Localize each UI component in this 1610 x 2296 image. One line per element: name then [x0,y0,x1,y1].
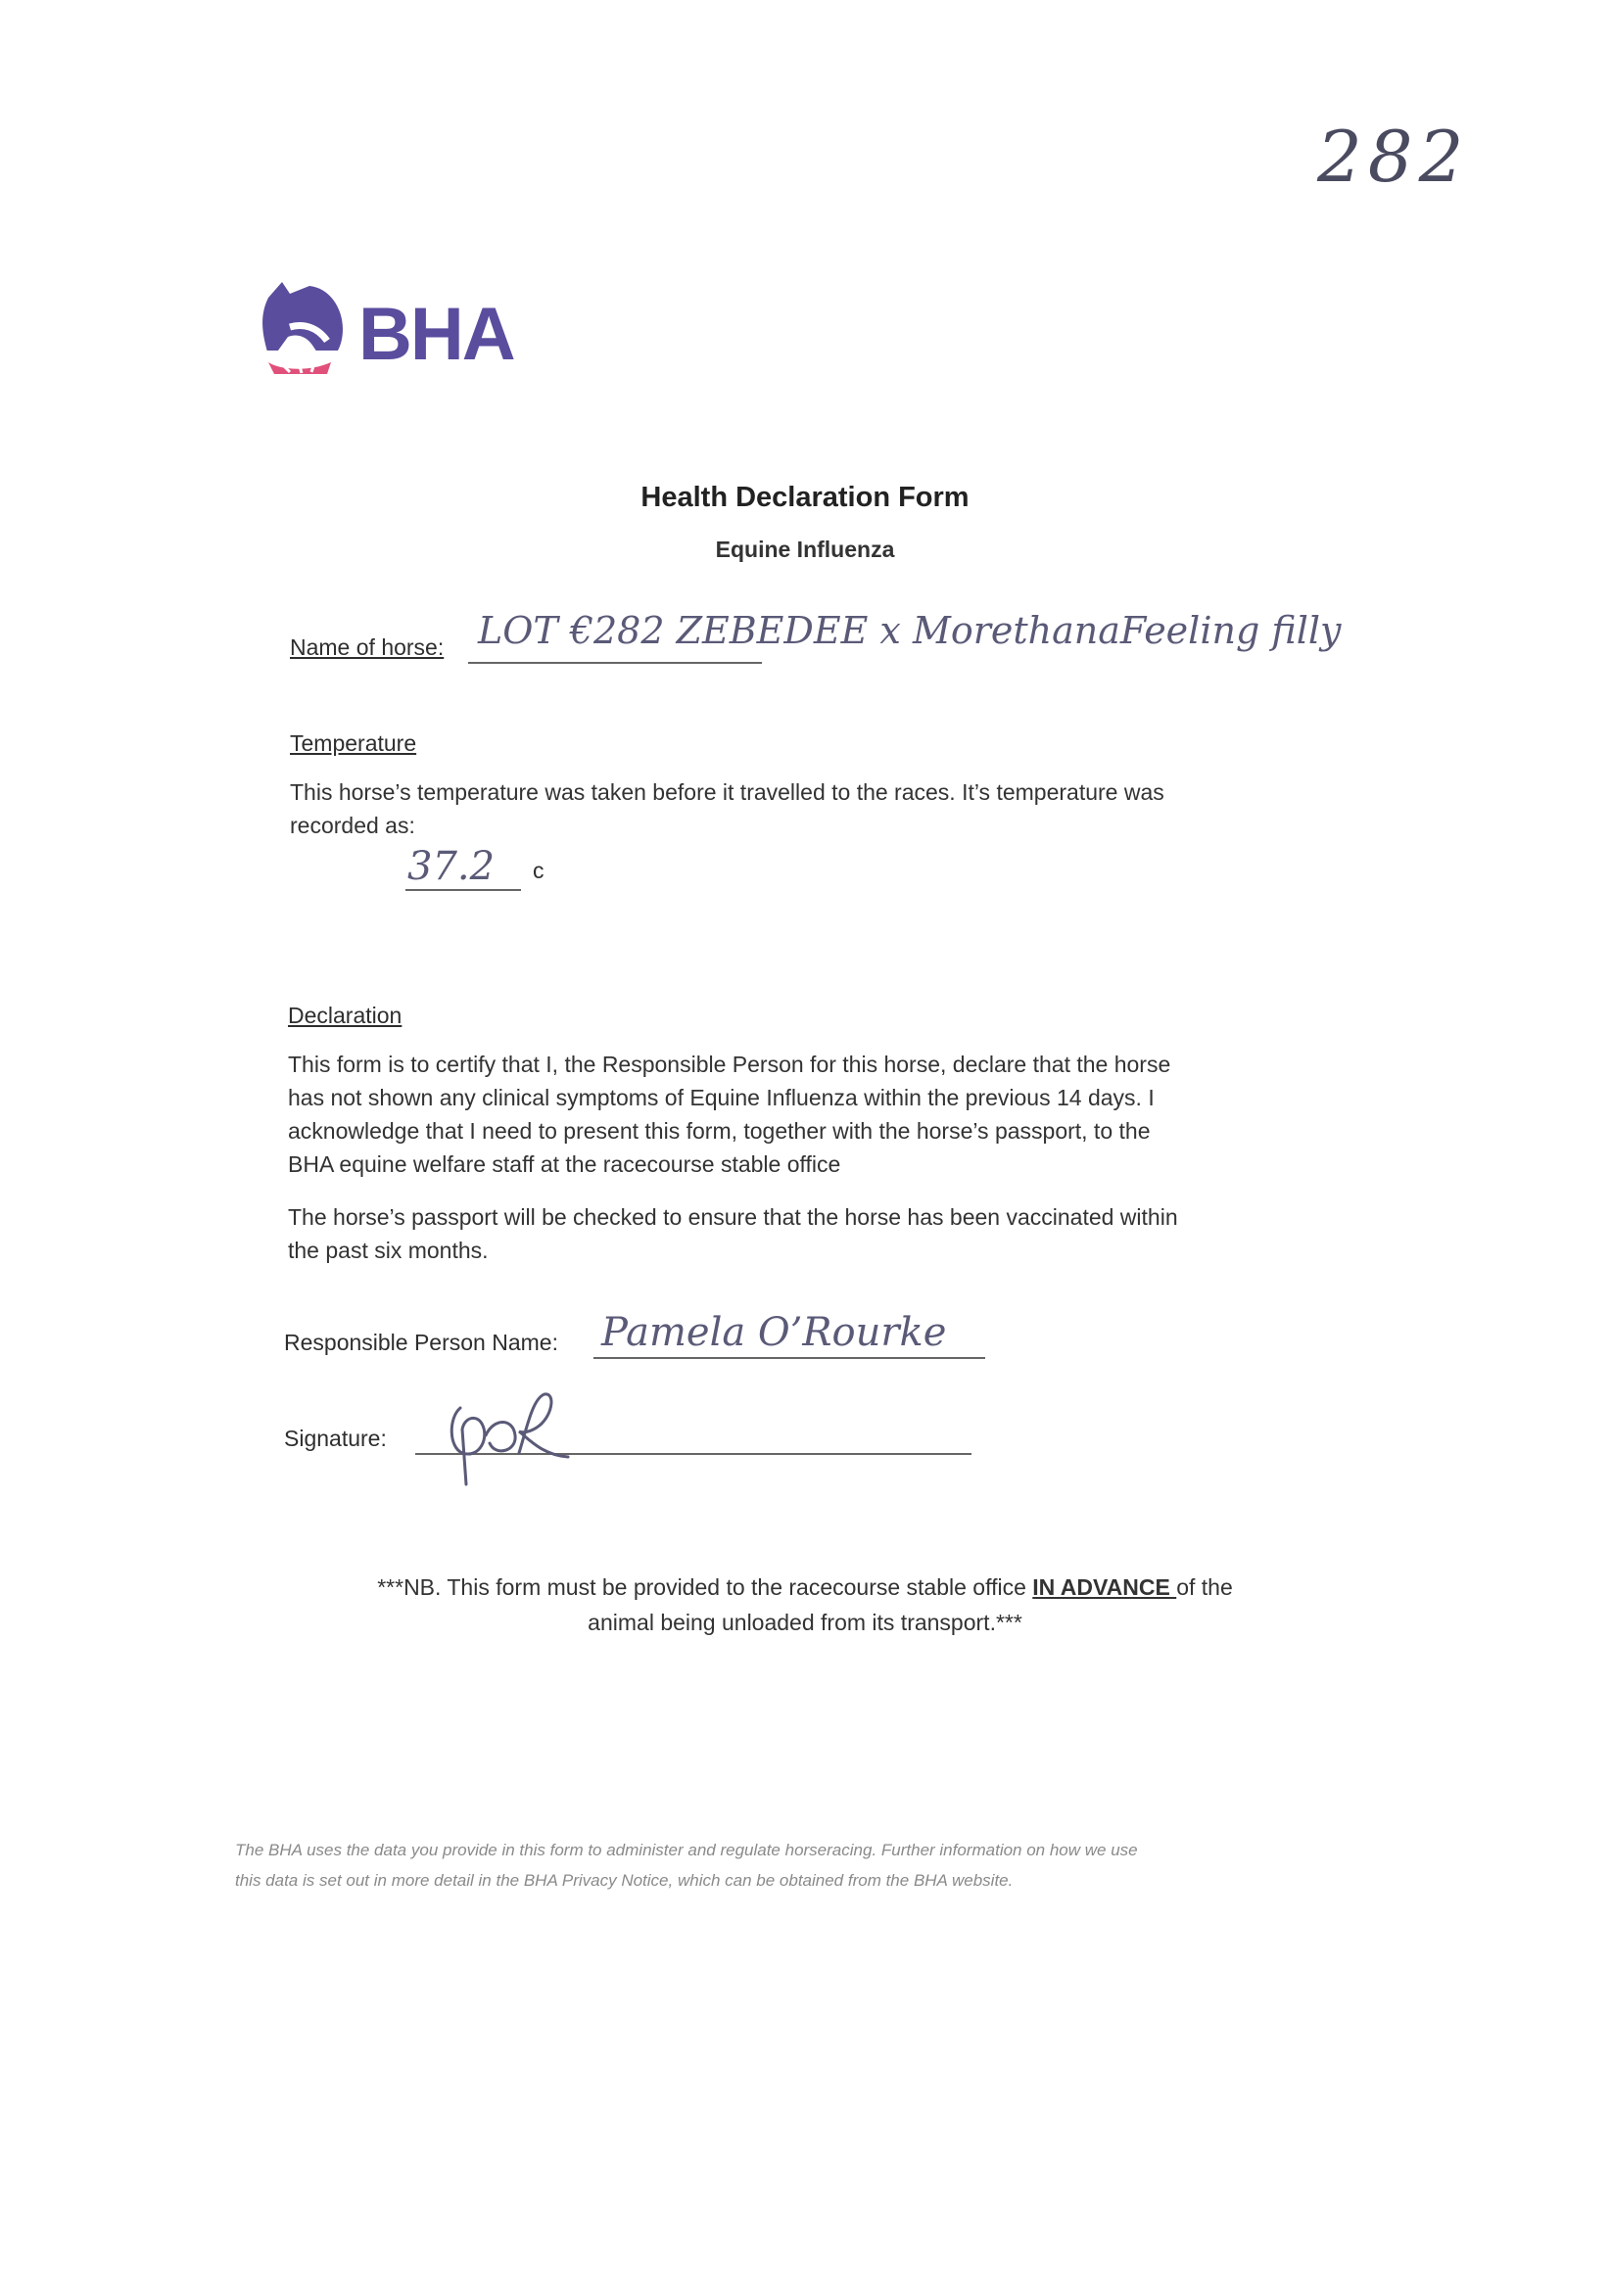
form-title: Health Declaration Form [640,482,970,513]
logo-wordmark: BHA [358,293,514,376]
temperature-unit: c [533,858,545,883]
notice-line-1 [0,1570,1610,1604]
horse-name-line [468,662,762,664]
declaration-heading: Declaration [288,1003,402,1028]
horse-head-icon [241,268,358,386]
notice-emphasis: IN ADVANCE [1032,1574,1177,1600]
footer-line-1: The BHA uses the data you provide in this form to administer and regulate horseracing. Further information on how we use [235,1841,1138,1859]
corner-number: 282 [1317,116,1470,198]
notice-suffix: of the [1176,1574,1233,1600]
responsible-person-value[interactable]: Pamela O’Rourke [601,1310,947,1355]
passport-line-1: The horse’s passport will be checked to ensure that the horse has been vaccinated within [288,1204,1178,1230]
horse-name-label: Name of horse: [290,634,445,660]
bha-logo [241,268,535,386]
temperature-line [405,889,521,891]
temperature-text-line-2: recorded as: [290,813,415,838]
notice-prefix: ***NB. This form must be provided to the racecourse stable office [377,1574,1033,1600]
temperature-text-line-1: This horse’s temperature was taken before it travelled to the races. It’s temperature was [290,779,1164,805]
responsible-person-label: Responsible Person Name: [284,1330,558,1355]
horse-name-value[interactable]: LOT €282 ZEBEDEE x MorethanaFeeling filly [478,609,1342,652]
declaration-line-3: acknowledge that I need to present this form, together with the horse’s passport, to the [288,1118,1151,1144]
signature-label: Signature: [284,1426,387,1451]
temperature-value[interactable]: 37.2 [407,844,496,889]
signature-mark [421,1379,597,1486]
footer-line-2: this data is set out in more detail in the BHA Privacy Notice, which can be obtained from the BHA website. [235,1871,1014,1890]
declaration-line-1: This form is to certify that I, the Responsible Person for this horse, declare that the horse [288,1052,1171,1077]
declaration-line-4: BHA equine welfare staff at the racecourse stable office [288,1151,841,1177]
notice-line-2: animal being unloaded from its transport.*** [588,1610,1022,1635]
form-subtitle: Equine Influenza [715,537,895,562]
temperature-heading: Temperature [290,730,417,756]
responsible-person-line [593,1357,985,1359]
passport-line-2: the past six months. [288,1238,489,1263]
declaration-line-2: has not shown any clinical symptoms of Equine Influenza within the previous 14 days. I [288,1085,1155,1110]
signature-area[interactable] [421,1379,597,1486]
